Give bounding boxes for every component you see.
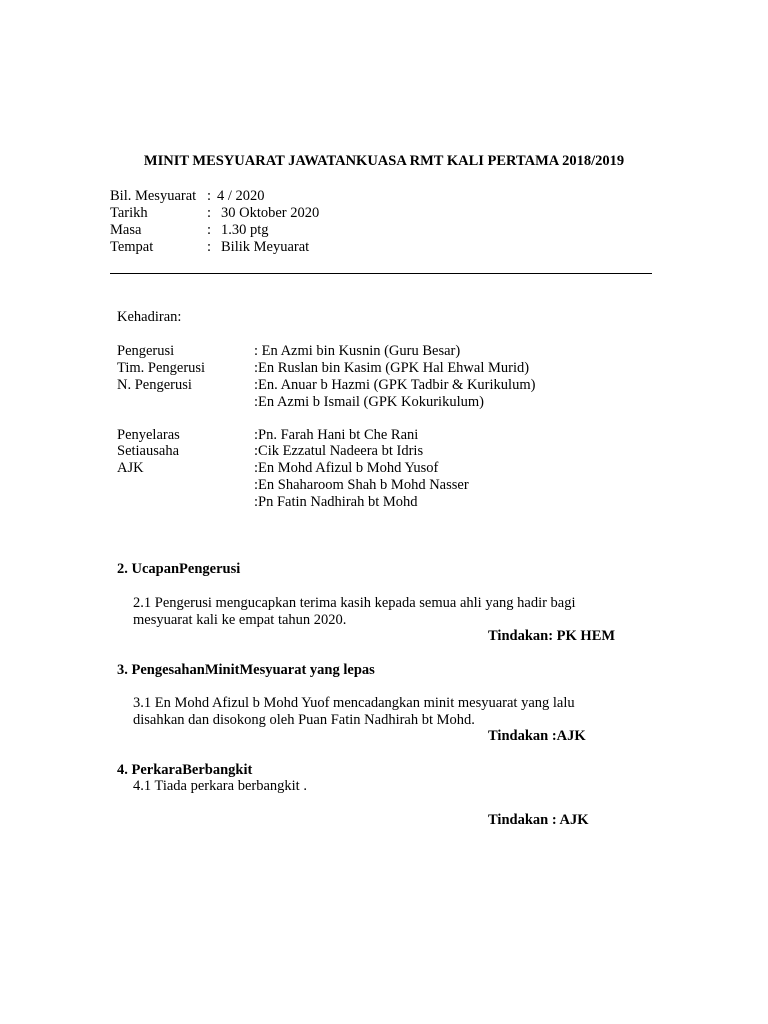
attendance-name: : En Azmi bin Kusnin (Guru Besar)	[254, 343, 461, 359]
document-title: MINIT MESYUARAT JAWATANKUASA RMT KALI PERTAMA 2018/2019	[143, 153, 625, 169]
attendance-name: :En. Anuar b Hazmi (GPK Tadbir & Kurikulum)	[254, 377, 536, 393]
attendance-name: :En Ruslan bin Kasim (GPK Hal Ehwal Murid)	[254, 360, 530, 376]
attendance-role: Setiausaha	[117, 443, 180, 459]
info-label-tarikh: Tarikh	[110, 205, 148, 221]
section-paragraph-line: disahkan dan disokong oleh Puan Fatin Nadhirah bt Mohd.	[133, 712, 475, 728]
attendance-role: AJK	[117, 460, 144, 476]
info-value-bil: 4 / 2020	[217, 188, 265, 204]
info-value-masa: 1.30 ptg	[221, 222, 269, 238]
attendance-name: :Pn. Farah Hani bt Che Rani	[254, 427, 419, 443]
info-label-tempat: Tempat	[110, 239, 154, 255]
section-heading: 2. UcapanPengerusi	[117, 561, 241, 577]
info-sep: :	[207, 205, 212, 221]
attendance-name: :Cik Ezzatul Nadeera bt Idris	[254, 443, 424, 459]
attendance-name: :Pn Fatin Nadhirah bt Mohd	[254, 494, 418, 510]
info-label-bil: Bil. Mesyuarat	[110, 188, 197, 204]
info-value-tempat: Bilik Meyuarat	[221, 239, 310, 255]
info-value-tarikh: 30 Oktober 2020	[221, 205, 320, 221]
horizontal-divider	[110, 273, 652, 274]
action-label: Tindakan :AJK	[488, 728, 586, 744]
action-label: Tindakan: PK HEM	[488, 628, 616, 644]
attendance-role: Pengerusi	[117, 343, 175, 359]
action-label: Tindakan : AJK	[488, 812, 589, 828]
info-label-masa: Masa	[110, 222, 142, 238]
section-heading: 4. PerkaraBerbangkit	[117, 762, 253, 778]
section-paragraph-line: 3.1 En Mohd Afizul b Mohd Yuof mencadangkan minit mesyuarat yang lalu	[133, 695, 575, 711]
attendance-name: :En Azmi b Ismail (GPK Kokurikulum)	[254, 394, 484, 410]
info-sep: :	[207, 188, 212, 204]
section-paragraph-line: 2.1 Pengerusi mengucapkan terima kasih kepada semua ahli yang hadir bagi	[133, 595, 576, 611]
info-sep: :	[207, 239, 212, 255]
attendance-name: :En Mohd Afizul b Mohd Yusof	[254, 460, 439, 476]
section-paragraph-line: mesyuarat kali ke empat tahun 2020.	[133, 612, 347, 628]
section-heading: 3. PengesahanMinitMesyuarat yang lepas	[117, 662, 375, 678]
attendance-role: Penyelaras	[117, 427, 180, 443]
attendance-heading: Kehadiran:	[117, 309, 182, 325]
info-sep: :	[207, 222, 212, 238]
attendance-role: Tim. Pengerusi	[117, 360, 206, 376]
attendance-name: :En Shaharoom Shah b Mohd Nasser	[254, 477, 469, 493]
attendance-role: N. Pengerusi	[117, 377, 192, 393]
section-paragraph-line: 4.1 Tiada perkara berbangkit .	[133, 778, 307, 794]
